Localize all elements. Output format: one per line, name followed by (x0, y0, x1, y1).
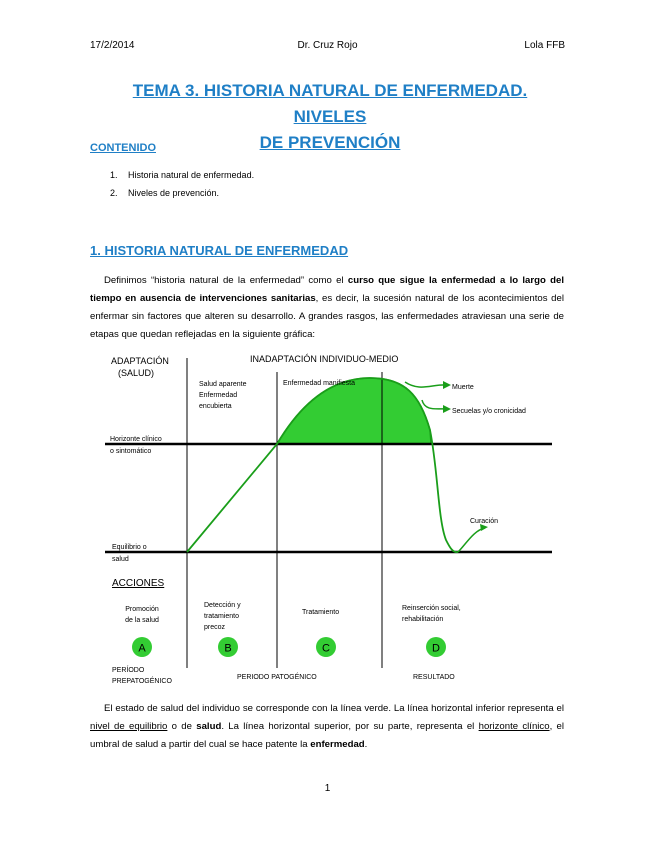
action-d-letter: D (432, 642, 440, 655)
label-curacion: Curación (470, 518, 499, 525)
action-b-line-1: Detección y (204, 602, 241, 609)
toc-item-number: 2. (110, 188, 118, 198)
action-a-letter: A (138, 642, 146, 655)
para-text: Definimos “historia natural de la enfermedad” como el (104, 275, 348, 286)
period-patogenico: PERIODO PATOGÉNICO (237, 674, 317, 681)
explanation-paragraph (90, 700, 564, 754)
label-manifiesta: Enfermedad manifiesta (283, 380, 355, 387)
period-resultado: RESULTADO (413, 674, 455, 681)
curacion-arrow-icon (480, 524, 488, 531)
label-enfermedad: Enfermedad (199, 392, 238, 399)
action-a-line-1: Promoción (125, 606, 159, 613)
para-text: o de (167, 721, 197, 732)
para-text: . La línea horizontal superior, por su parte, representa el (221, 721, 479, 732)
page-number: 1 (324, 783, 331, 794)
action-c-letter: C (322, 642, 330, 655)
para-underline: nivel de equilibrio (90, 721, 168, 732)
muerte-arrow-icon (443, 381, 451, 389)
label-muerte: Muerte (452, 384, 474, 391)
header-date: 17/2/2014 (90, 40, 135, 51)
label-salud-aparente: Salud aparente (199, 381, 247, 388)
label-horizonte-1: Horizonte clínico (110, 436, 162, 443)
label-secuelas: Secuelas y/o cronicidad (452, 408, 526, 415)
action-b-letter: B (224, 642, 232, 655)
label-equilibrio-1: Equilibrio o (112, 544, 147, 551)
label-horizonte-2: o sintomático (110, 448, 152, 455)
label-inadaptacion: INADAPTACIÓN INDIVIDUO-MEDIO (250, 354, 399, 364)
para-text: , el umbral de salud a partir del cual se hace patente la (90, 721, 564, 750)
header-author: Dr. Cruz Rojo (297, 40, 358, 51)
title-line-2: DE PREVENCIÓN (259, 133, 401, 152)
header-note: Lola FFB (524, 40, 565, 51)
action-b-line-2: tratamiento (204, 613, 240, 620)
period-pre-line-1: PERÍODO (112, 667, 145, 674)
title-line-1: TEMA 3. HISTORIA NATURAL DE ENFERMEDAD. NIVELES (132, 81, 528, 126)
para-text: El estado de salud del individuo se corresponde con la línea verde. La línea horizontal inferior representa el (104, 703, 564, 714)
action-a-line-2: de la salud (125, 617, 159, 624)
contents-heading: CONTENIDO (90, 142, 156, 154)
para-underline: horizonte clínico (478, 721, 550, 732)
label-equilibrio-2: salud (112, 556, 129, 563)
toc-item-text: Historia natural de enfermedad. (128, 170, 255, 180)
para-bold: curso que sigue la enfermedad a lo largo del tiempo en ausencia de intervenciones sanitarias (90, 275, 564, 304)
para-bold: salud (196, 721, 222, 732)
label-adaptacion: ADAPTACIÓN (111, 356, 169, 366)
action-c-line-1: Tratamiento (302, 609, 340, 616)
period-pre-line-2: PREPATOGÉNICO (112, 678, 172, 685)
muerte-branch (405, 382, 447, 387)
action-d-line-1: Reinserción social, (402, 605, 461, 612)
action-b-line-3: precoz (204, 624, 226, 631)
label-salud: (SALUD) (118, 368, 155, 378)
curacion-branch (458, 528, 485, 552)
para-text: . (364, 739, 368, 750)
toc-item-number: 1. (110, 170, 118, 180)
secuelas-arrow-icon (443, 405, 451, 413)
para-bold: enfermedad (310, 739, 365, 750)
label-encubierta: encubierta (199, 403, 232, 410)
label-acciones: ACCIONES (112, 578, 165, 589)
section-heading: 1. HISTORIA NATURAL DE ENFERMEDAD (90, 243, 349, 258)
action-d-line-2: rehabilitación (402, 616, 444, 623)
para-text: , es decir, la sucesión natural de los acontecimientos del enfermar sin factores que alteren su desarrollo. A grandes rasgos, las enfermedades atraviesan una serie de etapas que quedan reflejadas en la siguiente gráfica: (90, 293, 564, 340)
toc-item-text: Niveles de prevención. (128, 188, 220, 198)
